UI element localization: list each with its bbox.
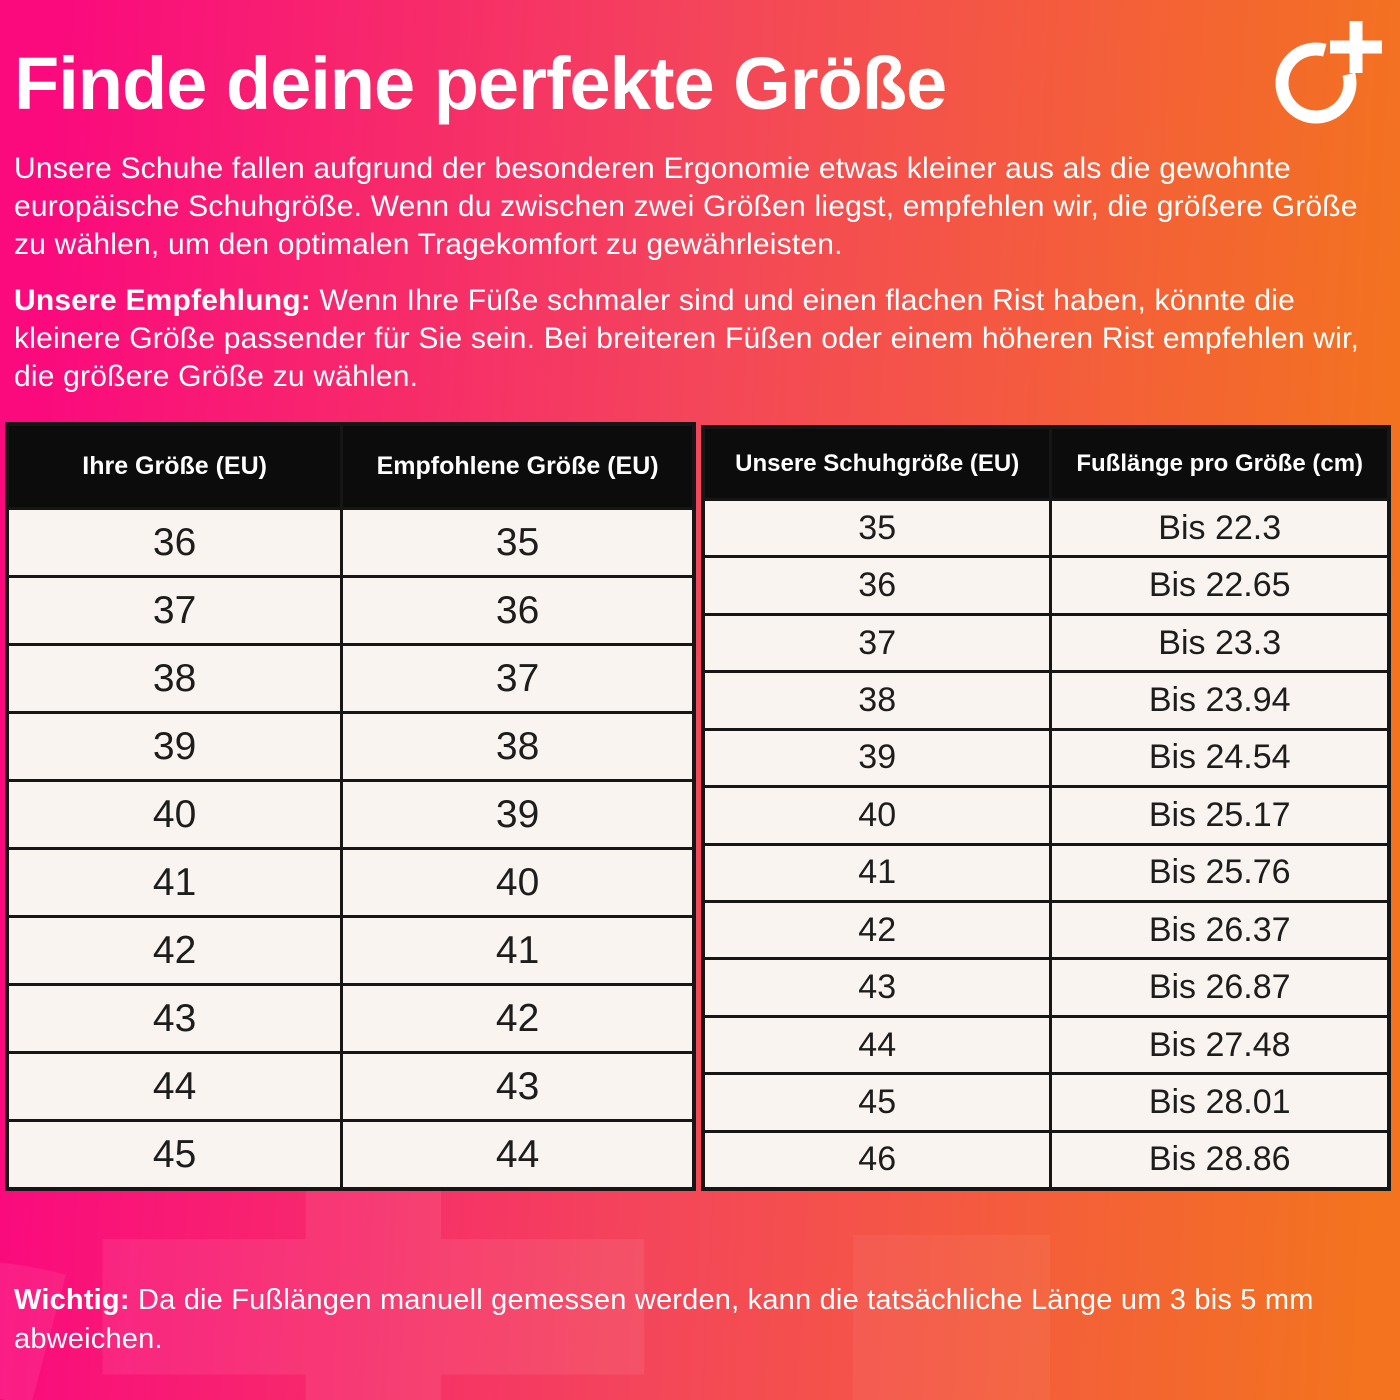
table-cell: 40	[858, 795, 897, 834]
table-cell: 45	[152, 1132, 197, 1176]
table-row	[705, 1072, 1387, 1129]
table-row	[9, 779, 692, 847]
table-cell: Bis 24.54	[1049, 731, 1387, 785]
table-cell: 41	[340, 918, 692, 983]
table-cell: Bis 22.3	[1049, 501, 1387, 555]
table-cell: 42	[858, 910, 897, 949]
table-cell: Bis 25.76	[1049, 846, 1387, 900]
table-cell: 38	[858, 680, 897, 719]
important-note	[14, 1281, 1400, 1359]
table-row	[705, 843, 1387, 900]
table-row	[705, 613, 1387, 670]
table-cell: 41	[152, 860, 197, 904]
page-title: Finde deine perfekte Größe	[14, 42, 947, 125]
table-row	[9, 983, 692, 1051]
table-row	[9, 507, 692, 575]
table-cell: 36	[858, 566, 897, 605]
table-row	[705, 900, 1387, 957]
table-cell: 43	[340, 1054, 692, 1119]
table-cell: 36	[152, 520, 197, 564]
table-header-row	[9, 426, 692, 507]
table-row	[705, 670, 1387, 727]
table-row	[9, 643, 692, 711]
table-cell: 44	[152, 1064, 197, 1108]
table-cell: 38	[152, 656, 197, 700]
important-note-label: Wichtig:	[14, 1284, 130, 1316]
table-cell: Bis 23.94	[1049, 673, 1387, 727]
table-row	[9, 847, 692, 915]
table-cell: 37	[340, 646, 692, 711]
table-row	[9, 1051, 692, 1119]
table-cell: 39	[858, 738, 897, 777]
table-cell: 35	[340, 510, 692, 575]
table-cell: Bis 28.01	[1049, 1075, 1387, 1129]
table-row	[705, 785, 1387, 842]
table-cell: Bis 26.37	[1049, 903, 1387, 957]
table-cell: 40	[340, 850, 692, 915]
column-header-recommended-size: Empfohlene Größe (EU)	[340, 426, 692, 507]
recommendation-text: Wenn Ihre Füße schmaler sind und einen flachen Rist haben, könnte die kleinere Größe passender für Sie sein. Bei breiteren Füßen oder einem höheren Rist empfehlen wir, die größere Größe zu wählen.	[14, 284, 1360, 393]
recommendation-label: Unsere Empfehlung:	[14, 284, 311, 317]
table-cell: 39	[340, 782, 692, 847]
table-cell: 43	[858, 968, 897, 1007]
table-row	[9, 1119, 692, 1187]
table-cell: 44	[858, 1025, 897, 1064]
table-cell: Bis 28.86	[1049, 1133, 1387, 1187]
intro-paragraph: Unsere Schuhe fallen aufgrund der besonderen Ergonomie etwas kleiner aus als die gewohnte europäische Schuhgröße. Wenn du zwischen zwei Größen liegst, empfehlen wir, die größere Größe zu wählen, um den optimalen Tragekomfort zu gewährleisten.	[14, 152, 1358, 261]
recommendation-paragraph	[14, 282, 1396, 396]
table-header-row	[705, 429, 1387, 498]
table-cell: Bis 27.48	[1049, 1018, 1387, 1072]
important-note-text: Da die Fußlängen manuell gemessen werden, kann die tatsächliche Länge um 3 bis 5 mm abweichen.	[14, 1284, 1314, 1355]
table-body	[9, 507, 692, 1187]
column-header-foot-length: Fußlänge pro Größe (cm)	[1049, 429, 1387, 498]
table-row	[705, 957, 1387, 1014]
table-cell: 43	[152, 996, 197, 1040]
table-row	[705, 1130, 1387, 1187]
table-cell: 38	[340, 714, 692, 779]
table-cell: 39	[152, 724, 197, 768]
table-cell: 42	[340, 986, 692, 1051]
table-row	[705, 728, 1387, 785]
table-body	[705, 498, 1387, 1187]
table-row	[705, 555, 1387, 612]
table-cell: Bis 26.87	[1049, 960, 1387, 1014]
table-cell: 44	[340, 1122, 692, 1187]
table-cell: 46	[858, 1140, 897, 1179]
table-row	[9, 575, 692, 643]
table-cell: 42	[152, 928, 197, 972]
size-recommendation-table	[5, 422, 696, 1191]
table-cell: 37	[858, 623, 897, 662]
table-row	[9, 711, 692, 779]
column-header-shoe-size: Unsere Schuhgröße (EU)	[735, 449, 1020, 477]
foot-length-table	[701, 425, 1391, 1191]
table-cell: 37	[152, 588, 197, 632]
table-cell: Bis 25.17	[1049, 788, 1387, 842]
table-row	[705, 498, 1387, 555]
table-cell: Bis 23.3	[1049, 616, 1387, 670]
table-cell: 35	[858, 508, 897, 547]
table-cell: 41	[858, 853, 897, 892]
table-row	[9, 915, 692, 983]
table-cell: Bis 22.65	[1049, 558, 1387, 612]
table-cell: 45	[858, 1082, 897, 1121]
column-header-your-size: Ihre Größe (EU)	[82, 452, 267, 480]
table-cell: 36	[340, 578, 692, 643]
circle-plus-brand-logo-icon	[1264, 20, 1384, 142]
table-cell: 40	[152, 792, 197, 836]
table-row	[705, 1015, 1387, 1072]
